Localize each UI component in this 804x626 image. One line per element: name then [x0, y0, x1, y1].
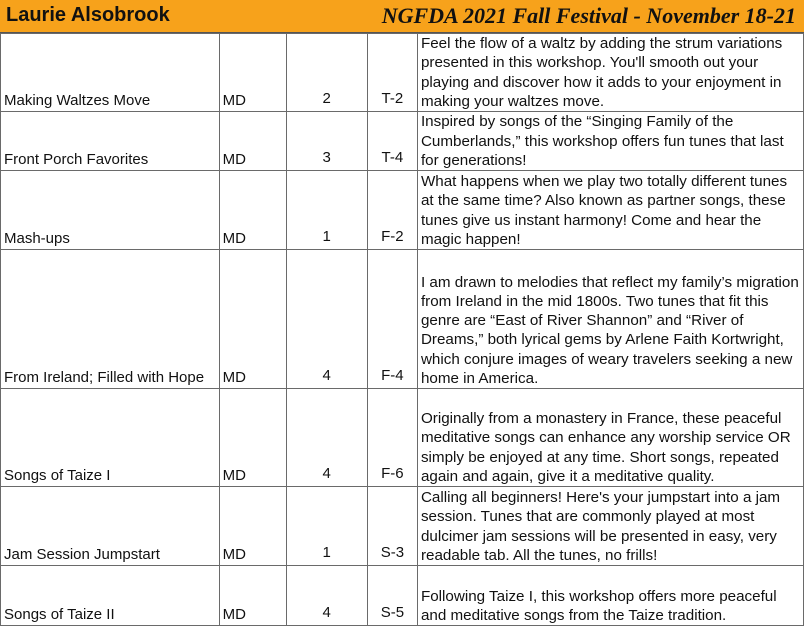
- workshop-sessions: 1: [286, 171, 367, 250]
- workshop-slot: S-5: [367, 566, 417, 626]
- description-text: Originally from a monastery in France, these peaceful meditative songs can enhance any worship service OR simply be enjoyed at any time. Short songs, repeated again and again, give it a meditative quality.: [420, 410, 791, 485]
- table-row: [1, 112, 804, 171]
- workshop-description: [417, 389, 803, 487]
- workshop-level: MD: [219, 171, 286, 250]
- workshop-title: Jam Session Jumpstart: [1, 487, 220, 566]
- workshop-title: Songs of Taize I: [1, 389, 220, 487]
- description-text: What happens when we play two totally different tunes at the same time? Also known as partner songs, these tunes give us instant harmony! Come and hear the magic happen!: [420, 173, 788, 248]
- description-text: Feel the flow of a waltz by adding the strum variations presented in this workshop. You'll smooth out your playing and discover how it adds to your enjoyment in making your waltzes move.: [420, 35, 783, 110]
- workshop-sessions: 4: [286, 389, 367, 487]
- presenter-name: Laurie Alsobrook: [6, 4, 170, 26]
- workshop-slot: T-4: [367, 112, 417, 171]
- workshop-title: Making Waltzes Move: [1, 34, 220, 112]
- workshop-title: Songs of Taize II: [1, 566, 220, 626]
- page-header: [0, 0, 804, 33]
- workshop-description: [417, 171, 803, 250]
- table-row: [1, 389, 804, 487]
- workshop-sessions: 3: [286, 112, 367, 171]
- workshop-description: [417, 566, 803, 626]
- workshop-title: From Ireland; Filled with Hope: [1, 250, 220, 389]
- festival-title: NGFDA 2021 Fall Festival - November 18-21: [381, 3, 796, 28]
- table-row: [1, 250, 804, 389]
- description-text: I am drawn to melodies that reflect my family’s migration from Ireland in the mid 1800s. Two tunes that fit this genre are “East of River Shannon” and “River of Dreams,” both lyrical gems by Arlene Faith Kortwright, which conjure images of weary travelers seeking a new home in America.: [420, 273, 799, 387]
- table-row: [1, 566, 804, 626]
- workshop-description: [417, 250, 803, 389]
- description-text: Inspired by songs of the “Singing Family of the Cumberlands,” this workshop offers fun tunes that last for generations!: [420, 113, 784, 169]
- workshop-level: MD: [219, 487, 286, 566]
- workshop-slot: F-2: [367, 171, 417, 250]
- workshop-level: MD: [219, 112, 286, 171]
- workshop-slot: S-3: [367, 487, 417, 566]
- table-row: [1, 34, 804, 112]
- workshop-description: [417, 487, 803, 566]
- table-row: [1, 171, 804, 250]
- description-text: Following Taize I, this workshop offers more peaceful and meditative songs from the Taize tradition.: [420, 587, 777, 624]
- table-row: [1, 487, 804, 566]
- workshop-sessions: 4: [286, 566, 367, 626]
- workshop-level: MD: [219, 566, 286, 626]
- workshop-level: MD: [219, 250, 286, 389]
- workshop-level: MD: [219, 34, 286, 112]
- workshop-description: [417, 34, 803, 112]
- workshop-sessions: 2: [286, 34, 367, 112]
- workshop-sessions: 4: [286, 250, 367, 389]
- workshop-description: [417, 112, 803, 171]
- description-text: Calling all beginners! Here's your jumpstart into a jam session. Tunes that are commonly played at most dulcimer jam sessions will be presented in easy, very readable tab. All the tunes, no frills!: [420, 489, 781, 564]
- workshop-table: [0, 33, 804, 626]
- workshop-title: Mash-ups: [1, 171, 220, 250]
- workshop-level: MD: [219, 389, 286, 487]
- workshop-slot: F-6: [367, 389, 417, 487]
- workshop-title: Front Porch Favorites: [1, 112, 220, 171]
- workshop-slot: F-4: [367, 250, 417, 389]
- workshop-slot: T-2: [367, 34, 417, 112]
- workshop-sessions: 1: [286, 487, 367, 566]
